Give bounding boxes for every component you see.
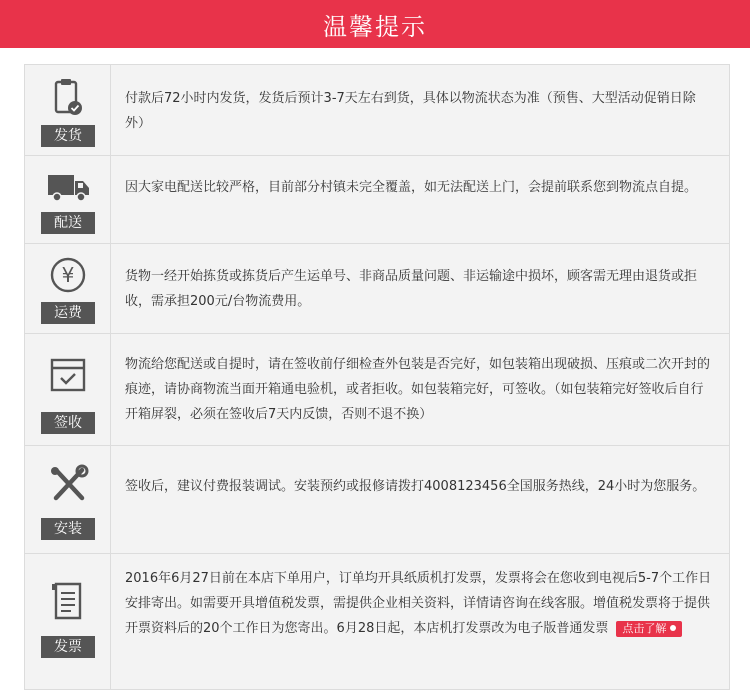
icon-cell xyxy=(25,65,111,155)
box-check-icon xyxy=(44,354,92,396)
row-label: 运费 xyxy=(41,302,95,324)
notice-panel xyxy=(24,64,730,690)
invoice-icon xyxy=(44,580,92,622)
icon-cell xyxy=(25,554,111,689)
row-description: 物流给您配送或自提时，请在签收前仔细检查外包装是否完好，如包装箱出现破损、压痕或二次开封的痕迹，请协商物流当面开箱通电验机，或者拒收。如包装箱完好，可签收。（如包装箱完好签收后自行开箱屏裂，必须在签收后7天内反馈，否则不退不换） xyxy=(125,357,711,422)
icon-cell xyxy=(25,334,111,445)
notice-row-shipping xyxy=(25,65,729,156)
icon-cell xyxy=(25,446,111,553)
header-banner xyxy=(0,0,750,48)
learn-more-label: 点击了解 xyxy=(622,621,667,635)
tools-icon xyxy=(44,464,92,506)
notice-row-delivery xyxy=(25,156,729,244)
row-label: 配送 xyxy=(41,212,95,234)
learn-more-link[interactable] xyxy=(616,621,682,637)
row-label: 发票 xyxy=(41,636,95,658)
notice-row-installation xyxy=(25,446,729,554)
yen-coin-icon xyxy=(44,254,92,296)
icon-cell xyxy=(25,156,111,243)
row-description: 付款后72小时内发货，发货后预计3-7天左右到货，具体以物流状态为准（预售、大型活动促销日除外） xyxy=(125,91,696,131)
row-description: 签收后，建议付费报装调试。安装预约或报修请拨打4008123456全国服务热线，24小时为您服务。 xyxy=(125,479,706,494)
notice-row-freight xyxy=(25,244,729,334)
row-description: 因大家电配送比较严格，目前部分村镇未完全覆盖，如无法配送上门，会提前联系您到物流点自提。 xyxy=(125,180,698,195)
page-title: 温馨提示 xyxy=(323,12,427,41)
invoice-text: 2016年6月27日前在本店下单用户，订单均开具纸质机打发票，发票将会在您收到电视后5-7个工作日安排寄出。如需要开具增值税发票，需提供企业相关资料，详情请咨询在线客服。增值税发票将于提供开票资料后的20个工作日为您寄出。6月28日起，本店机打发票改为电子版普通发票 xyxy=(125,571,712,636)
row-label: 发货 xyxy=(41,125,95,147)
dot-icon xyxy=(670,625,676,631)
svg-text:¥: ¥ xyxy=(61,263,75,287)
row-label: 安装 xyxy=(41,518,95,540)
truck-icon xyxy=(44,166,92,208)
notice-row-invoice xyxy=(25,554,729,689)
row-description xyxy=(125,566,715,641)
row-description: 货物一经开始拣货或拣货后产生运单号、非商品质量问题、非运输途中损坏，顾客需无理由退货或拒收，需承担200元/台物流费用。 xyxy=(125,269,698,309)
notice-row-signing xyxy=(25,334,729,446)
row-label: 签收 xyxy=(41,412,95,434)
icon-cell xyxy=(25,244,111,333)
clipboard-check-icon xyxy=(44,77,92,119)
